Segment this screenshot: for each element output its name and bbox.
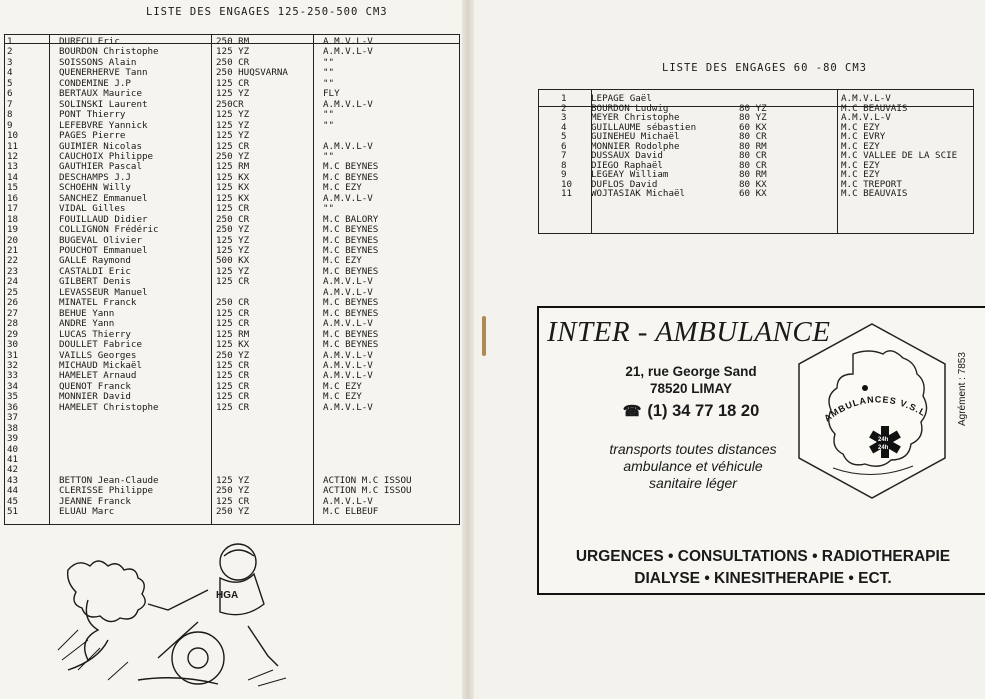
entry-number: 23 <box>7 265 19 277</box>
entry-number: 10 <box>561 178 573 190</box>
entry-club: A.M.V.L-V <box>323 359 373 371</box>
entry-number: 22 <box>7 255 19 267</box>
entry-club: M.C BEYNES <box>323 224 379 236</box>
entry-club: M.C BEYNES <box>323 328 379 340</box>
entry-number: 38 <box>7 422 19 434</box>
entry-motorcycle: 125 YZ <box>216 88 250 100</box>
entry-motorcycle: 125 RM <box>216 328 250 340</box>
entry-club: M.C BEAUVAIS <box>841 188 908 199</box>
entry-motorcycle: 250 RM <box>216 36 250 47</box>
entry-number: 34 <box>7 380 19 392</box>
entry-club: A.M.V.L-V <box>323 276 373 288</box>
entry-name: LEFEBVRE Yannick <box>59 119 148 131</box>
page-gutter <box>462 0 474 699</box>
entry-name: GALLE Raymond <box>59 255 131 267</box>
entry-club: M.C EZY <box>323 182 362 194</box>
entry-motorcycle: 80 KX <box>739 178 767 190</box>
motocross-rider-illustration <box>48 530 293 690</box>
entry-number: 6 <box>561 140 567 152</box>
entry-club: M.C EZY <box>323 391 362 403</box>
entry-club: M.C EZY <box>323 255 362 267</box>
logo-arc-text: AMBULANCES V.S.L <box>822 394 928 424</box>
entry-number: 4 <box>7 67 13 79</box>
entry-motorcycle: 125 CR <box>216 401 250 413</box>
entry-name: BEHUE Yann <box>59 307 115 319</box>
entry-motorcycle: 125 CR <box>216 140 250 152</box>
ad-title: INTER - AMBULANCE <box>547 316 831 348</box>
entry-motorcycle: 125 YZ <box>216 245 250 256</box>
entry-club: M.C BEYNES <box>323 161 379 173</box>
entry-name: SANCHEZ Emmanuel <box>59 192 148 204</box>
entry-name: GUILLAUME sébastien <box>591 121 697 133</box>
svg-text:HGA: HGA <box>216 590 239 601</box>
entry-motorcycle: 125 CR <box>216 359 250 371</box>
entry-name: WOJTASIAK Michaël <box>591 188 686 199</box>
ad-address <box>581 363 801 397</box>
entry-name: BETTON Jean-Claude <box>59 474 159 486</box>
entry-club: ACTION M.C ISSOU <box>323 485 412 497</box>
entry-number: 21 <box>7 245 19 256</box>
entry-club: M.C ELBEUF <box>323 506 379 518</box>
entry-club: M.C BEYNES <box>323 307 379 319</box>
ad-address-city: 78520 LIMAY <box>649 381 733 396</box>
entry-name: POUCHOT Emmanuel <box>59 245 148 256</box>
entry-motorcycle: 125 CR <box>216 380 250 392</box>
entry-number: 1 <box>561 93 567 104</box>
entry-name: LEGEAY William <box>591 169 669 180</box>
entry-motorcycle: 125 CR <box>216 495 250 507</box>
entry-club: "" <box>323 77 335 89</box>
entry-club: M.C BEYNES <box>323 265 379 277</box>
entry-number: 5 <box>561 131 567 142</box>
entry-motorcycle: 250 CR <box>216 56 250 68</box>
entry-motorcycle: 125 YZ <box>216 265 250 277</box>
left-entries-table <box>4 34 460 525</box>
entry-club: "" <box>323 109 335 121</box>
entry-motorcycle: 80 RM <box>739 140 767 152</box>
entry-name: DESCHAMPS J.J <box>59 171 131 183</box>
entry-name: BOURDON Christophe <box>59 46 159 58</box>
entry-motorcycle: 125 CR <box>216 391 250 403</box>
entry-number: 25 <box>7 286 19 298</box>
logo-badge-top: 24h <box>878 437 889 443</box>
entry-name: COLLIGNON Frédéric <box>59 224 159 236</box>
entry-club: "" <box>323 67 335 79</box>
entry-club: M.C EVRY <box>841 131 886 142</box>
entry-name: PONT Thierry <box>59 109 126 121</box>
entry-club: A.M.V.L-V <box>323 286 373 298</box>
entry-club: M.C EZY <box>841 169 880 180</box>
entry-club: M.C EZY <box>323 380 362 392</box>
right-entries-table <box>538 89 974 234</box>
left-list-title: LISTE DES ENGAGES 125-250-500 CM3 <box>146 6 388 18</box>
entry-motorcycle: 500 KX <box>216 255 250 267</box>
entry-name: MONNIER David <box>59 391 131 403</box>
entry-motorcycle: 125 CR <box>216 307 250 319</box>
entry-club: "" <box>323 119 335 131</box>
entry-club: A.M.V.L-V <box>323 349 373 361</box>
entry-number: 12 <box>7 150 19 162</box>
entry-number: 36 <box>7 401 19 413</box>
entry-number: 3 <box>7 56 13 68</box>
entry-motorcycle: 250 YZ <box>216 224 250 236</box>
ad-agrement: Agrément : 7853 <box>957 352 968 426</box>
entry-number: 6 <box>7 88 13 100</box>
entry-number: 8 <box>561 159 567 171</box>
entry-number: 45 <box>7 495 19 507</box>
entry-motorcycle: 125 KX <box>216 192 250 204</box>
ad-services-footer <box>539 546 985 590</box>
entry-number: 2 <box>7 46 13 58</box>
entry-name: FOUILLAUD Didier <box>59 213 148 225</box>
entry-number: 2 <box>561 102 567 114</box>
ad-services-line: transports toutes distances <box>609 441 777 457</box>
entry-number: 30 <box>7 339 19 351</box>
entry-name: ANDRE Yann <box>59 318 115 330</box>
entry-name: DIEGO Raphaël <box>591 159 663 171</box>
entry-name: CASTALDI Eric <box>59 265 131 277</box>
entry-club: M.C TREPORT <box>841 178 902 190</box>
entry-number: 17 <box>7 203 19 215</box>
entry-motorcycle: 125 CR <box>216 318 250 330</box>
entry-name: ELUAU Marc <box>59 506 115 518</box>
entry-name: CONDEMINE J.P <box>59 77 131 89</box>
entry-club: M.C BALORY <box>323 213 379 225</box>
entry-number: 28 <box>7 318 19 330</box>
entry-motorcycle: 125 KX <box>216 182 250 194</box>
entry-number: 32 <box>7 359 19 371</box>
entry-club: A M.V.L-V <box>323 36 373 47</box>
entry-club: M.C VALLEE DE LA SCIE <box>841 150 958 161</box>
entry-motorcycle: 125 KX <box>216 339 250 351</box>
entry-name: DURECU Eric <box>59 36 120 47</box>
entry-name: GAUTHIER Pascal <box>59 161 142 173</box>
entry-number: 37 <box>7 412 19 424</box>
entry-motorcycle: 60 KX <box>739 188 767 199</box>
entry-motorcycle: 60 KX <box>739 121 767 133</box>
entry-name: SOISSONS Alain <box>59 56 137 68</box>
entry-number: 4 <box>561 121 567 133</box>
entry-number: 1 <box>7 36 13 47</box>
entry-motorcycle: 125 CR <box>216 203 250 215</box>
entry-name: MICHAUD Mickaël <box>59 359 142 371</box>
ad-services-line: ambulance et véhicule <box>623 458 763 474</box>
entry-name: GUINEHEU Michaël <box>591 131 680 142</box>
ad-services <box>553 441 833 492</box>
entry-name: GUIMIER Nicolas <box>59 140 142 152</box>
entry-number: 18 <box>7 213 19 225</box>
entry-motorcycle: 80 CR <box>739 131 767 142</box>
entry-club: M.C BEYNES <box>323 234 379 246</box>
entry-number: 9 <box>7 119 13 131</box>
binding-staple <box>482 316 486 356</box>
entry-club: A.M.V.L-V <box>841 93 891 104</box>
entry-number: 27 <box>7 307 19 319</box>
entry-name: GILBERT Denis <box>59 276 131 288</box>
entry-name: DUSSAUX David <box>591 150 663 161</box>
entry-motorcycle: 250 YZ <box>216 150 250 162</box>
entry-name: HAMELET Arnaud <box>59 370 137 382</box>
entry-name: DOULLET Fabrice <box>59 339 142 351</box>
entry-motorcycle: 250 YZ <box>216 485 250 497</box>
entry-name: HAMELET Christophe <box>59 401 159 413</box>
entry-number: 29 <box>7 328 19 340</box>
entry-club: A.M.V.L-V <box>841 112 891 123</box>
ad-services-line: sanitaire léger <box>649 475 737 491</box>
entry-name: BOURDON Ludwig <box>591 102 669 114</box>
entry-number: 41 <box>7 454 19 465</box>
entry-club: A.M.V.L-V <box>323 98 373 110</box>
entry-name: CAUCHOIX Philippe <box>59 150 154 162</box>
entry-number: 42 <box>7 464 19 476</box>
entry-name: LEPAGE Gaël <box>591 93 652 104</box>
entry-club: "" <box>323 150 335 162</box>
entry-motorcycle: 125 YZ <box>216 130 250 142</box>
entry-name: QUENOT Franck <box>59 380 131 392</box>
entry-motorcycle: 125 CR <box>216 276 250 288</box>
ad-phone-number: (1) 34 77 18 20 <box>647 402 760 420</box>
entry-number: 31 <box>7 349 19 361</box>
france-map-logo <box>793 318 951 518</box>
entry-club: M.C EZY <box>841 159 880 171</box>
entry-name: MINATEL Franck <box>59 297 137 309</box>
entry-motorcycle: 125 YZ <box>216 119 250 131</box>
ad-phone <box>579 402 803 421</box>
entry-club: M.C BEYNES <box>323 339 379 351</box>
entry-club: M.C BEAUVAIS <box>841 102 908 114</box>
entry-number: 11 <box>7 140 19 152</box>
entry-number: 26 <box>7 297 19 309</box>
entry-name: MONNIER Rodolphe <box>591 140 680 152</box>
entry-motorcycle: 250CR <box>216 98 244 110</box>
entry-number: 20 <box>7 234 19 246</box>
entry-motorcycle: 125 YZ <box>216 109 250 121</box>
entry-club: A.M.V.L-V <box>323 318 373 330</box>
entry-number: 8 <box>7 109 13 121</box>
entry-name: SOLINSKI Laurent <box>59 98 148 110</box>
entry-club: M.C EZY <box>841 121 880 133</box>
entry-name: VIDAL Gilles <box>59 203 126 215</box>
entry-motorcycle: 125 YZ <box>216 46 250 58</box>
entry-club: A.M.V.L-V <box>323 370 373 382</box>
entry-motorcycle: 80 CR <box>739 159 767 171</box>
entry-name: VAILLS Georges <box>59 349 137 361</box>
entry-name: MEYER Christophe <box>591 112 680 123</box>
entry-motorcycle: 125 CR <box>216 77 250 89</box>
entry-motorcycle: 125 RM <box>216 161 250 173</box>
entry-club: ACTION M.C ISSOU <box>323 474 412 486</box>
ambulance-advertisement <box>537 306 985 595</box>
entry-motorcycle: 125 KX <box>216 171 250 183</box>
entry-name: QUENERHERVE Tann <box>59 67 148 79</box>
ad-address-street: 21, rue George Sand <box>625 364 757 379</box>
entry-number: 43 <box>7 474 19 486</box>
entry-motorcycle: 80 RM <box>739 169 767 180</box>
entry-name: BERTAUX Maurice <box>59 88 142 100</box>
entry-name: PAGES Pierre <box>59 130 126 142</box>
entry-motorcycle: 250 HUQSVARNA <box>216 67 288 79</box>
entry-number: 7 <box>561 150 567 161</box>
entry-number: 5 <box>7 77 13 89</box>
entry-club: M.C BEYNES <box>323 171 379 183</box>
entry-motorcycle: 250 YZ <box>216 349 250 361</box>
entry-club: M.C EZY <box>841 140 880 152</box>
entry-name: LUCAS Thierry <box>59 328 131 340</box>
ad-footer-line: URGENCES • CONSULTATIONS • RADIOTHERAPIE <box>575 548 951 565</box>
entry-name: SCHOEHN Willy <box>59 182 131 194</box>
entry-number: 35 <box>7 391 19 403</box>
logo-badge-bottom: 24h <box>878 445 889 451</box>
entry-name: CLERISSE Philippe <box>59 485 154 497</box>
entry-motorcycle: 80 YZ <box>739 112 767 123</box>
entry-motorcycle: 125 YZ <box>216 234 250 246</box>
entry-number: 13 <box>7 161 19 173</box>
entry-motorcycle: 80 CR <box>739 150 767 161</box>
entry-number: 15 <box>7 182 19 194</box>
entry-motorcycle: 125 CR <box>216 370 250 382</box>
entry-club: A.M.V.L-V <box>323 46 373 58</box>
entry-number: 7 <box>7 98 13 110</box>
entry-number: 40 <box>7 443 19 455</box>
entry-club: "" <box>323 203 335 215</box>
entry-name: BUGEVAL Olivier <box>59 234 142 246</box>
entry-club: A.M.V.L-V <box>323 192 373 204</box>
entry-club: "" <box>323 56 335 68</box>
entry-number: 11 <box>561 188 573 199</box>
entry-club: FLY <box>323 88 340 100</box>
ad-footer-line: DIALYSE • KINESITHERAPIE • ECT. <box>634 570 892 587</box>
entry-motorcycle: 250 CR <box>216 213 250 225</box>
entry-number: 14 <box>7 171 19 183</box>
entry-motorcycle: 80 YZ <box>739 102 767 114</box>
entry-club: M.C BEYNES <box>323 297 379 309</box>
entry-name: JEANNE Franck <box>59 495 131 507</box>
entry-number: 39 <box>7 433 19 445</box>
telephone-icon: ☎ <box>622 403 642 420</box>
entry-number: 9 <box>561 169 567 180</box>
entry-club: M.C BEYNES <box>323 245 379 256</box>
entry-motorcycle: 250 CR <box>216 297 250 309</box>
entry-number: 16 <box>7 192 19 204</box>
entry-number: 33 <box>7 370 19 382</box>
entry-number: 19 <box>7 224 19 236</box>
entry-number: 44 <box>7 485 19 497</box>
entry-club: A.M.V.L-V <box>323 401 373 413</box>
entry-name: DUFLOS David <box>591 178 658 190</box>
entry-number: 3 <box>561 112 567 123</box>
entry-club: A.M.V.L-V <box>323 495 373 507</box>
entry-motorcycle: 125 YZ <box>216 474 250 486</box>
entry-motorcycle: 250 YZ <box>216 506 250 518</box>
entry-number: 10 <box>7 130 19 142</box>
entry-number: 24 <box>7 276 19 288</box>
entry-number: 51 <box>7 506 19 518</box>
entry-name: LEVASSEUR Manuel <box>59 286 148 298</box>
right-list-title: LISTE DES ENGAGES 60 -80 CM3 <box>662 62 868 74</box>
entry-club: A.M.V.L-V <box>323 140 373 152</box>
